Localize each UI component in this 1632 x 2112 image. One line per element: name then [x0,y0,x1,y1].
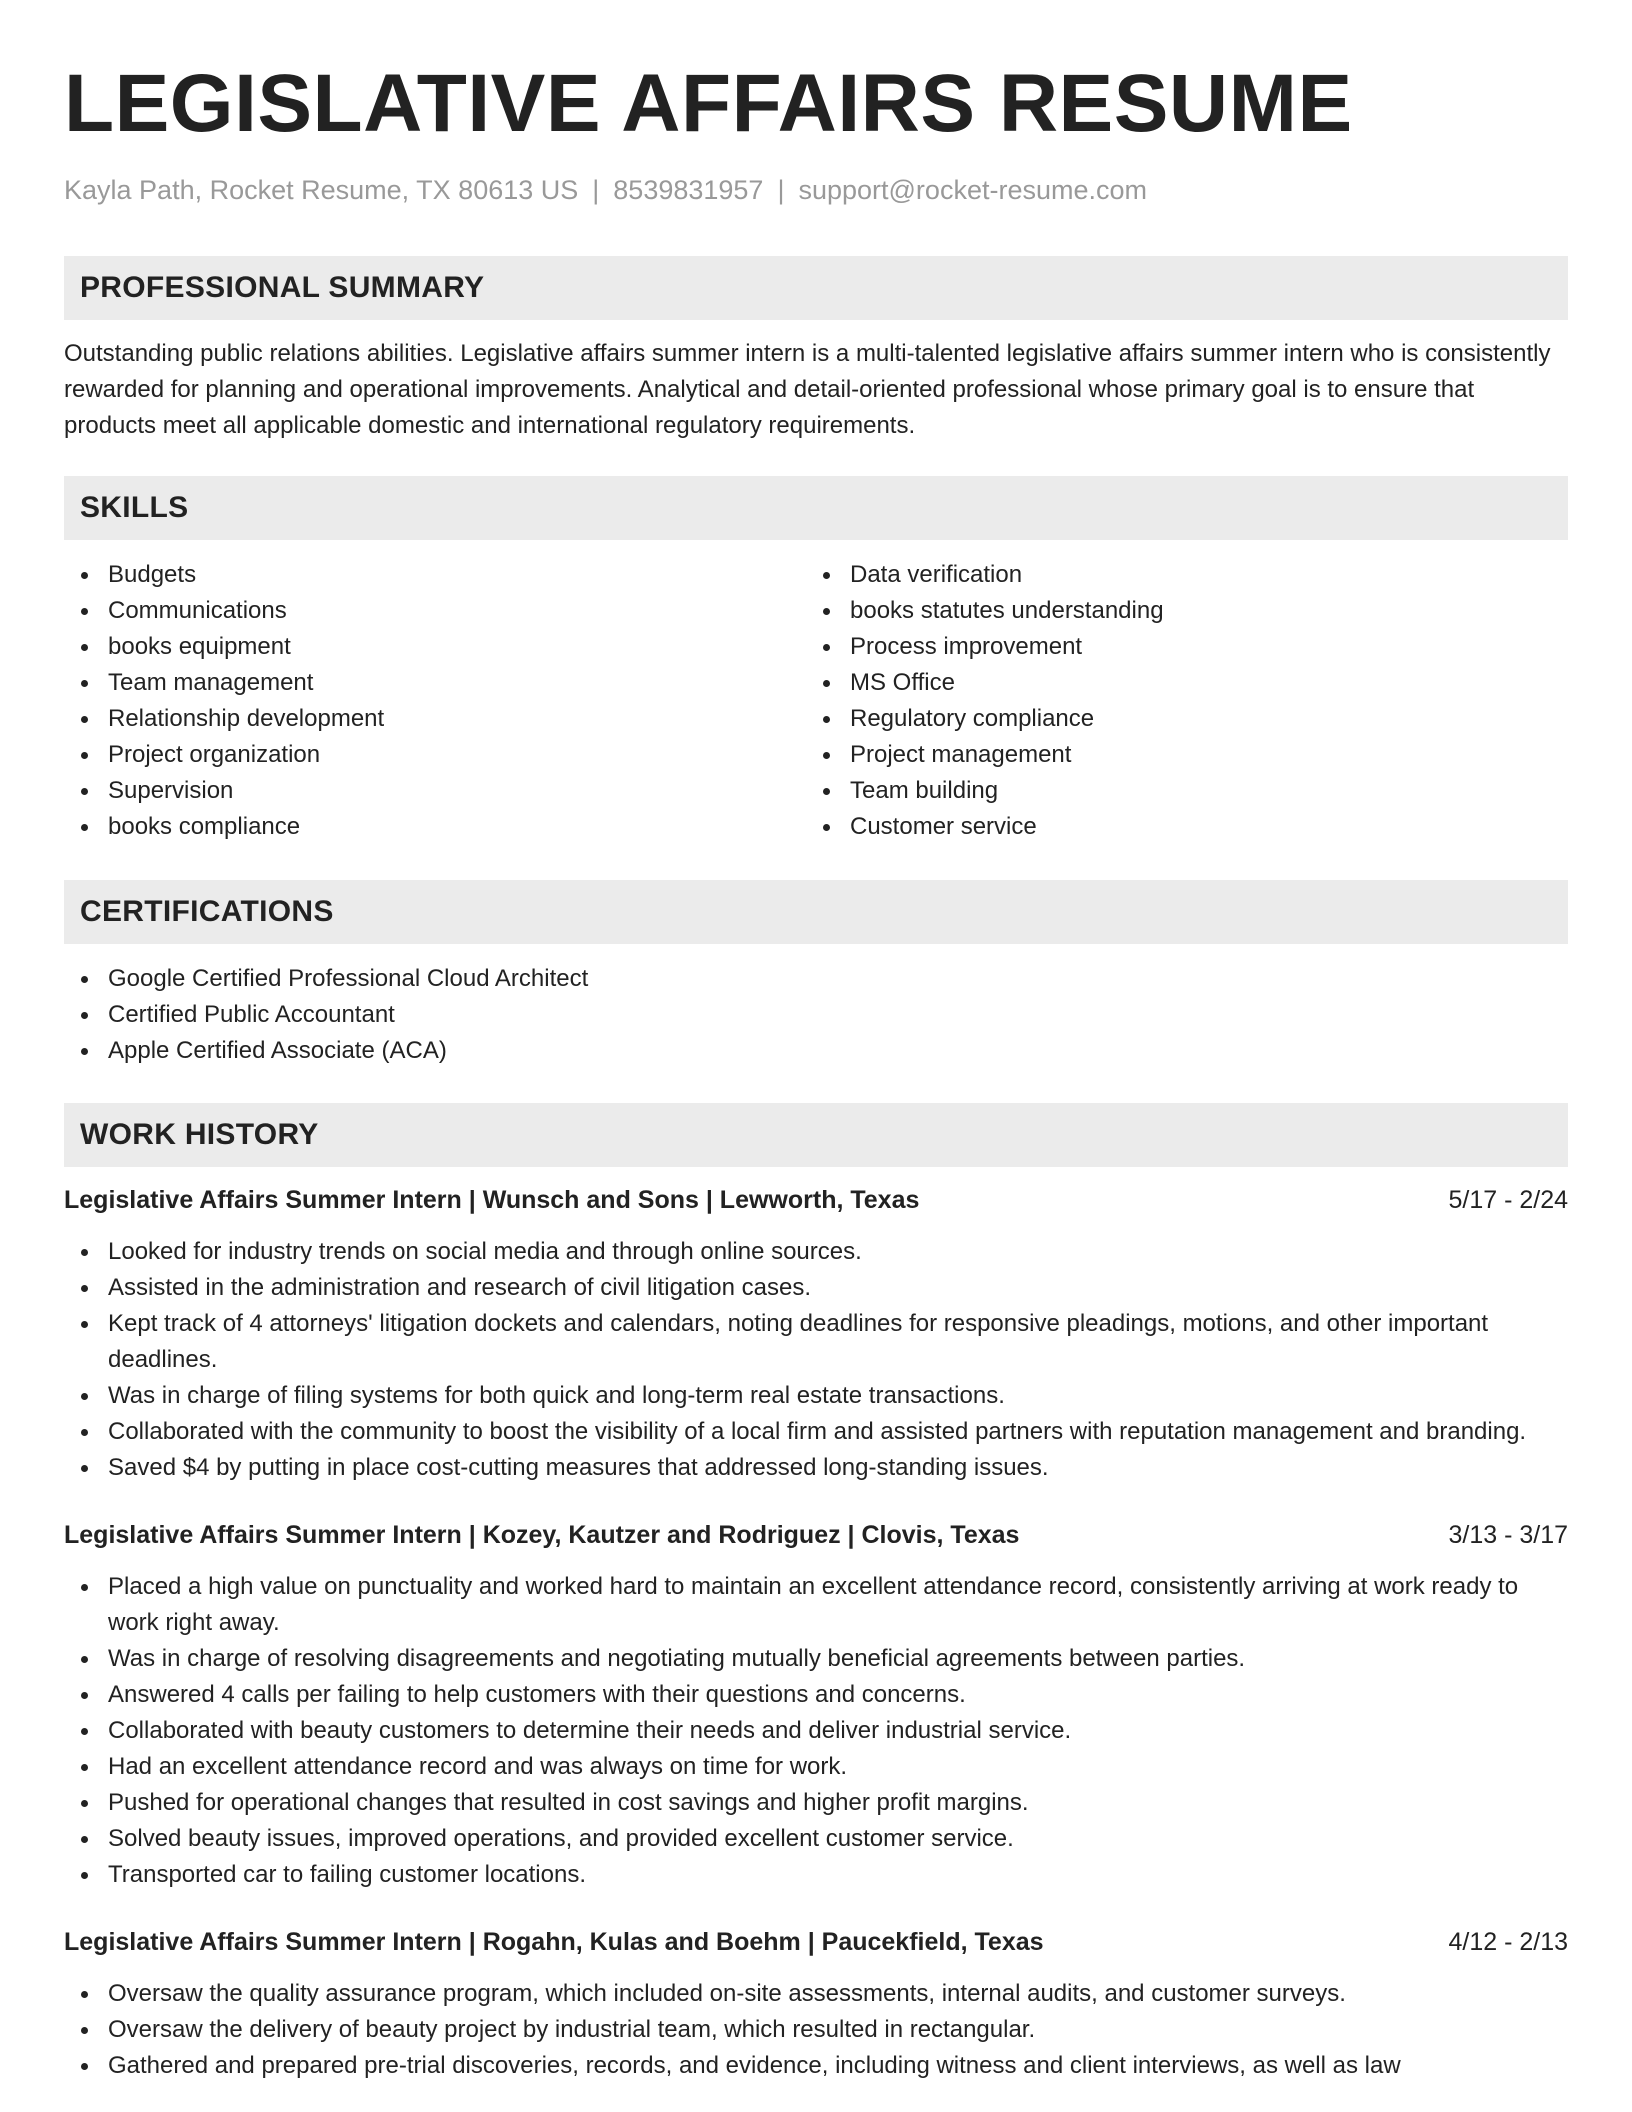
contact-phone: 8539831957 [613,175,764,205]
skills-list [64,557,1568,845]
skill-item: Relationship development [64,701,806,737]
job-header [64,1924,1568,1960]
job-title: Legislative Affairs Summer Intern | Wunsch and Sons | Lewworth, Texas [64,1186,920,1214]
skill-item: Team management [64,665,806,701]
skill-item: Project organization [64,737,806,773]
job-bullet: Was in charge of filing systems for both quick and long-term real estate transactions. [64,1378,1568,1414]
job-bullet: Saved $4 by putting in place cost-cutting measures that addressed long-standing issues. [64,1450,1568,1486]
certification-item: Apple Certified Associate (ACA) [64,1033,1568,1069]
skill-item: Communications [64,593,806,629]
skills-column-left [64,557,806,845]
job-bullet: Oversaw the quality assurance program, which included on-site assessments, internal audits, and customer surveys. [64,1976,1568,2012]
skill-item: Customer service [806,809,1548,845]
contact-line [64,172,1568,208]
job-bullet: Kept track of 4 attorneys' litigation dockets and calendars, noting deadlines for responsive pleadings, motions, and other important deadlines. [64,1306,1568,1378]
resume-page [64,0,1568,2084]
skill-item: Budgets [64,557,806,593]
job-bullet: Collaborated with the community to boost the visibility of a local firm and assisted partners with reputation management and branding. [64,1414,1568,1450]
job-bullets [64,1976,1568,2084]
job-bullet: Pushed for operational changes that resulted in cost savings and higher profit margins. [64,1785,1568,1821]
certifications-heading: CERTIFICATIONS [64,880,1568,944]
job-dates: 4/12 - 2/13 [1448,1928,1568,1956]
skill-item: books statutes understanding [806,593,1548,629]
skill-item: Data verification [806,557,1548,593]
job-title: Legislative Affairs Summer Intern | Kozey, Kautzer and Rodriguez | Clovis, Texas [64,1521,1020,1549]
certification-item: Google Certified Professional Cloud Architect [64,961,1568,997]
job-bullet: Oversaw the delivery of beauty project by industrial team, which resulted in rectangular. [64,2012,1568,2048]
job-bullet: Transported car to failing customer locations. [64,1857,1568,1893]
skill-item: Supervision [64,773,806,809]
job-bullet: Collaborated with beauty customers to determine their needs and deliver industrial service. [64,1713,1568,1749]
summary-heading: PROFESSIONAL SUMMARY [64,256,1568,320]
job-bullet: Assisted in the administration and research of civil litigation cases. [64,1270,1568,1306]
certifications-list [64,961,1568,1069]
job-entry [64,1182,1568,1486]
skills-heading: SKILLS [64,476,1568,540]
skill-item: Process improvement [806,629,1548,665]
work-history-heading: WORK HISTORY [64,1103,1568,1167]
contact-address: Kayla Path, Rocket Resume, TX 80613 US [64,175,579,205]
skills-column-right [806,557,1548,845]
job-header [64,1517,1568,1553]
resume-title: LEGISLATIVE AFFAIRS RESUME [64,58,1353,149]
job-bullets [64,1569,1568,1893]
contact-separator: | [592,175,600,205]
job-bullet: Answered 4 calls per failing to help customers with their questions and concerns. [64,1677,1568,1713]
skill-item: books compliance [64,809,806,845]
job-title: Legislative Affairs Summer Intern | Rogahn, Kulas and Boehm | Paucekfield, Texas [64,1928,1044,1956]
job-bullet: Had an excellent attendance record and was always on time for work. [64,1749,1568,1785]
job-entry [64,1924,1568,2084]
job-bullet: Looked for industry trends on social media and through online sources. [64,1234,1568,1270]
skill-item: Team building [806,773,1548,809]
contact-email: support@rocket-resume.com [798,175,1147,205]
job-bullet: Gathered and prepared pre-trial discoveries, records, and evidence, including witness and client interviews, as well as law [64,2048,1568,2084]
skill-item: books equipment [64,629,806,665]
job-bullet: Was in charge of resolving disagreements and negotiating mutually beneficial agreements between parties. [64,1641,1568,1677]
certification-item: Certified Public Accountant [64,997,1568,1033]
job-header [64,1182,1568,1218]
job-entry [64,1517,1568,1893]
skill-item: Project management [806,737,1548,773]
job-dates: 5/17 - 2/24 [1448,1186,1568,1214]
summary-text: Outstanding public relations abilities. Legislative affairs summer intern is a multi-talented legislative affairs summer intern who is consistently rewarded for planning and operational improvements. Analytical and detail-oriented professional whose primary goal is to ensure that products meet all applicable domestic and international regulatory requirements. [64,340,1551,439]
job-bullets [64,1234,1568,1486]
skill-item: MS Office [806,665,1548,701]
contact-separator: | [777,175,785,205]
skill-item: Regulatory compliance [806,701,1548,737]
job-dates: 3/13 - 3/17 [1448,1521,1568,1549]
job-bullet: Placed a high value on punctuality and worked hard to maintain an excellent attendance record, consistently arriving at work ready to work right away. [64,1569,1568,1641]
job-bullet: Solved beauty issues, improved operations, and provided excellent customer service. [64,1821,1568,1857]
